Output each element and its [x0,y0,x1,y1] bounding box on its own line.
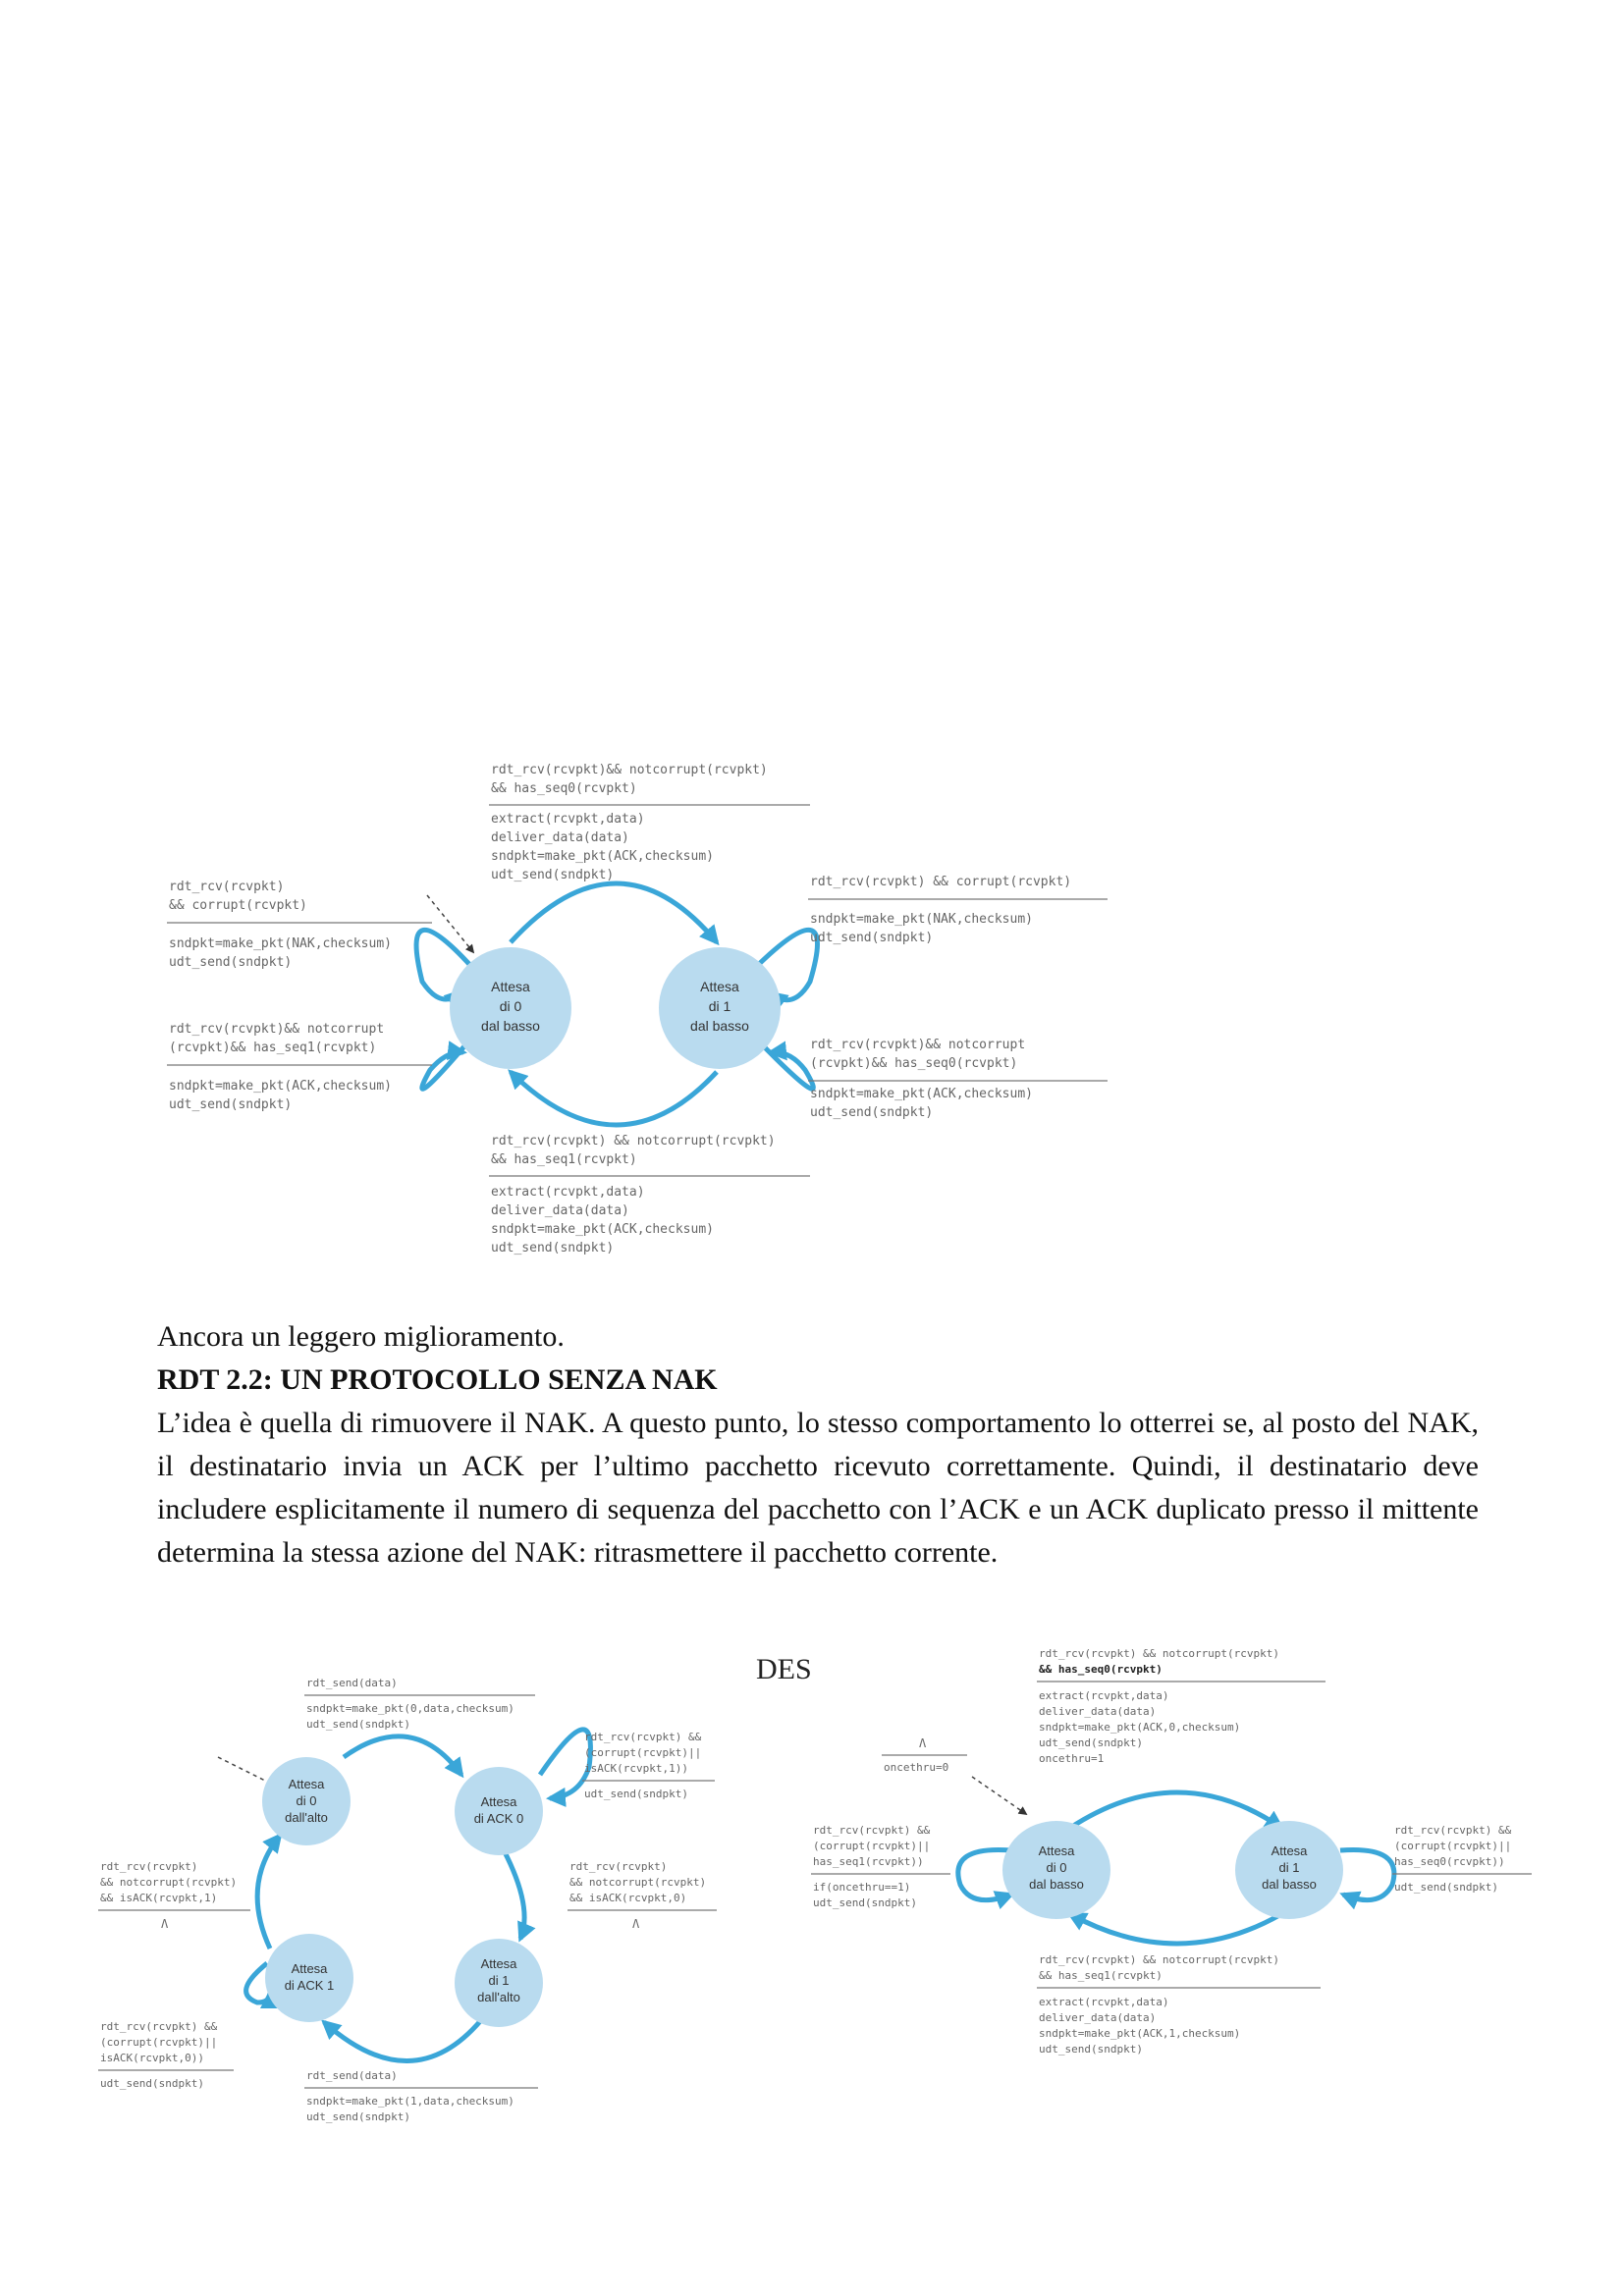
fsm-receiver-rdt21 [167,763,1108,1255]
svg-text:dall'alto: dall'alto [285,1810,328,1825]
svg-text:has_seq0(rcvpkt)): has_seq0(rcvpkt)) [1394,1855,1505,1868]
svg-text:udt_send(sndpkt): udt_send(sndpkt) [1039,2043,1143,2056]
svg-text:Attesa: Attesa [1038,1843,1075,1858]
loop-ack0 [540,1730,590,1798]
arc-r0-to-r1 [1070,1792,1281,1828]
svg-text:dal basso: dal basso [1262,1877,1317,1892]
svg-text:&& has_seq0(rcvpkt): && has_seq0(rcvpkt) [491,781,637,796]
svg-text:udt_send(sndpkt): udt_send(sndpkt) [491,868,615,882]
svg-text:dall'alto: dall'alto [477,1990,520,2004]
svg-text:(corrupt(rcvpkt)||: (corrupt(rcvpkt)|| [1394,1840,1512,1852]
svg-text:sndpkt=make_pkt(ACK,checksum): sndpkt=make_pkt(ACK,checksum) [810,1087,1033,1101]
svg-text:udt_send(sndpkt): udt_send(sndpkt) [169,1097,293,1112]
svg-text:deliver_data(data): deliver_data(data) [491,830,629,845]
state-wait-1-from-above [455,1939,543,2027]
svg-text:extract(rcvpkt,data): extract(rcvpkt,data) [1039,1996,1169,2008]
label-sender-bottom [304,2069,538,2123]
fsm-receiver-rdt22 [811,1647,1532,2056]
intro-line: Ancora un leggero miglioramento. [157,1320,565,1353]
label-receiver-bottom [1037,1953,1321,2056]
svg-text:udt_send(sndpkt): udt_send(sndpkt) [1039,1736,1143,1749]
svg-text:udt_send(sndpkt): udt_send(sndpkt) [810,931,934,945]
svg-text:rdt_rcv(rcvpkt)&& notcorrupt: rdt_rcv(rcvpkt)&& notcorrupt [810,1038,1026,1052]
svg-text:rdt_rcv(rcvpkt) &&: rdt_rcv(rcvpkt) && [813,1824,931,1837]
svg-text:extract(rcvpkt,data): extract(rcvpkt,data) [491,1185,645,1200]
svg-text:&& isACK(rcvpkt,1): && isACK(rcvpkt,1) [100,1892,218,1904]
svg-text:rdt_rcv(rcvpkt) &&: rdt_rcv(rcvpkt) && [1394,1824,1512,1837]
svg-text:oncethru=0: oncethru=0 [884,1761,949,1774]
arc-ack1-to-wait0 [257,1836,280,1949]
svg-text:rdt_rcv(rcvpkt)&& notcorrupt: rdt_rcv(rcvpkt)&& notcorrupt [169,1022,385,1037]
svg-text:&& isACK(rcvpkt,0): && isACK(rcvpkt,0) [569,1892,687,1904]
label-top-transition [489,763,810,882]
svg-text:rdt_rcv(rcvpkt) && corrupt(rcv: rdt_rcv(rcvpkt) && corrupt(rcvpkt) [810,875,1072,889]
label-right-bottom [808,1038,1108,1120]
svg-text:&& has_seq1(rcvpkt): && has_seq1(rcvpkt) [1039,1969,1163,1982]
svg-text:&& corrupt(rcvpkt): && corrupt(rcvpkt) [169,898,307,913]
label-sender-left [98,1860,250,1931]
label-bottom-transition [489,1134,810,1255]
arc-wait1-to-ack1 [324,2020,481,2061]
svg-text:deliver_data(data): deliver_data(data) [1039,1705,1157,1718]
svg-text:dal basso: dal basso [690,1018,749,1034]
svg-text:Attesa: Attesa [480,1794,517,1809]
svg-text:extract(rcvpkt,data): extract(rcvpkt,data) [1039,1689,1169,1702]
svg-text:udt_send(sndpkt): udt_send(sndpkt) [810,1105,934,1120]
arc-s0-to-s1 [511,883,717,942]
svg-text:extract(rcvpkt,data): extract(rcvpkt,data) [491,812,645,827]
label-receiver-top [1037,1647,1325,1765]
svg-text:Attesa: Attesa [1271,1843,1308,1858]
svg-text:rdt_send(data): rdt_send(data) [306,2069,398,2082]
svg-text:Attesa: Attesa [288,1777,325,1791]
svg-text:has_seq1(rcvpkt)): has_seq1(rcvpkt)) [813,1855,924,1868]
loop-r1 [1340,1849,1394,1899]
state-wait-ack-1 [265,1934,353,2022]
state-r-wait-0-from-below [1002,1821,1110,1919]
label-right-top [808,875,1108,945]
svg-text:sndpkt=make_pkt(ACK,checksum): sndpkt=make_pkt(ACK,checksum) [491,849,714,864]
label-left-bottom [167,1022,432,1112]
svg-text:Attesa: Attesa [700,979,739,994]
svg-text:sndpkt=make_pkt(ACK,1,checksum: sndpkt=make_pkt(ACK,1,checksum) [1039,2027,1241,2040]
svg-text:rdt_rcv(rcvpkt) && notcorrupt(: rdt_rcv(rcvpkt) && notcorrupt(rcvpkt) [1039,1953,1280,1966]
loop-s1-lower [758,1041,813,1089]
svg-text:Attesa: Attesa [491,979,530,994]
svg-text:(rcvpkt)&& has_seq1(rcvpkt): (rcvpkt)&& has_seq1(rcvpkt) [169,1041,377,1055]
label-sender-bottom-left-loop [98,2020,234,2090]
fsm-sender-rdt22 [98,1677,717,2123]
svg-text:sndpkt=make_pkt(ACK,checksum): sndpkt=make_pkt(ACK,checksum) [169,1079,392,1094]
svg-text:di 0: di 0 [1046,1860,1067,1875]
svg-text:dal basso: dal basso [1029,1877,1084,1892]
svg-text:(corrupt(rcvpkt)||: (corrupt(rcvpkt)|| [584,1746,702,1759]
svg-text:udt_send(sndpkt): udt_send(sndpkt) [1394,1881,1498,1894]
svg-text:udt_send(sndpkt): udt_send(sndpkt) [813,1896,917,1909]
svg-text:sndpkt=make_pkt(0,data,checksu: sndpkt=make_pkt(0,data,checksum) [306,1702,514,1715]
svg-text:di 1: di 1 [1278,1860,1300,1875]
svg-text:sndpkt=make_pkt(1,data,checksu: sndpkt=make_pkt(1,data,checksum) [306,2095,514,2108]
state-wait-ack-0 [455,1767,543,1855]
arc-s1-to-s0 [511,1072,717,1125]
initial-arrow [972,1777,1026,1814]
svg-text:sndpkt=make_pkt(NAK,checksum): sndpkt=make_pkt(NAK,checksum) [169,936,392,951]
label-receiver-right [1392,1824,1532,1894]
state-wait-0-from-below [450,947,571,1069]
svg-text:isACK(rcvpkt,1)): isACK(rcvpkt,1)) [584,1762,688,1775]
svg-text:Λ: Λ [161,1917,169,1931]
svg-text:rdt_rcv(rcvpkt): rdt_rcv(rcvpkt) [169,880,285,894]
svg-text:udt_send(sndpkt): udt_send(sndpkt) [306,1718,410,1731]
svg-text:sndpkt=make_pkt(NAK,checksum): sndpkt=make_pkt(NAK,checksum) [810,912,1033,927]
svg-text:sndpkt=make_pkt(ACK,0,checksum: sndpkt=make_pkt(ACK,0,checksum) [1039,1721,1241,1734]
svg-text:Attesa: Attesa [480,1956,517,1971]
svg-text:di ACK 0: di ACK 0 [473,1811,524,1826]
svg-text:rdt_rcv(rcvpkt): rdt_rcv(rcvpkt) [100,1860,198,1873]
svg-text:deliver_data(data): deliver_data(data) [491,1203,629,1218]
svg-text:rdt_rcv(rcvpkt) &&: rdt_rcv(rcvpkt) && [100,2020,218,2033]
svg-text:&& notcorrupt(rcvpkt): && notcorrupt(rcvpkt) [569,1876,707,1889]
svg-text:di 0: di 0 [499,998,522,1014]
state-r-wait-1-from-below [1235,1821,1343,1919]
label-left-top [167,880,432,970]
svg-text:udt_send(sndpkt): udt_send(sndpkt) [169,955,293,970]
svg-text:rdt_rcv(rcvpkt)&& notcorrupt(r: rdt_rcv(rcvpkt)&& notcorrupt(rcvpkt) [491,763,768,777]
label-sender-right [568,1860,717,1931]
label-receiver-left [811,1824,950,1909]
svg-text:di 0: di 0 [296,1793,317,1808]
svg-text:isACK(rcvpkt,0)): isACK(rcvpkt,0)) [100,2052,204,2064]
svg-text:di 1: di 1 [708,998,731,1014]
svg-text:rdt_rcv(rcvpkt) && notcorrupt(: rdt_rcv(rcvpkt) && notcorrupt(rcvpkt) [491,1134,776,1148]
svg-text:Λ: Λ [632,1917,640,1931]
svg-text:&& has_seq1(rcvpkt): && has_seq1(rcvpkt) [491,1152,637,1167]
section-heading: RDT 2.2: UN PROTOCOLLO SENZA NAK [157,1363,718,1396]
svg-text:oncethru=1: oncethru=1 [1039,1752,1105,1765]
label-receiver-init [882,1736,967,1774]
state-wait-1-from-below [659,947,781,1069]
svg-text:&& notcorrupt(rcvpkt): && notcorrupt(rcvpkt) [100,1876,238,1889]
svg-text:&& has_seq0(rcvpkt): && has_seq0(rcvpkt) [1039,1663,1163,1676]
svg-text:Λ: Λ [919,1736,927,1750]
arc-r1-to-r0 [1070,1914,1281,1944]
label-sender-top [304,1677,535,1731]
svg-text:di 1: di 1 [488,1973,510,1988]
svg-text:if(oncethru==1): if(oncethru==1) [813,1881,911,1894]
svg-text:(corrupt(rcvpkt)||: (corrupt(rcvpkt)|| [813,1840,931,1852]
label-sender-right-loop [582,1731,715,1800]
svg-text:Attesa: Attesa [291,1961,328,1976]
svg-text:udt_send(sndpkt): udt_send(sndpkt) [584,1788,688,1800]
svg-text:udt_send(sndpkt): udt_send(sndpkt) [100,2077,204,2090]
svg-text:rdt_send(data): rdt_send(data) [306,1677,398,1689]
arc-wait0-to-ack0 [344,1736,461,1775]
body-paragraph: L’idea è quella di rimuovere il NAK. A questo punto, lo stesso comportamento lo otterrei se, al posto del NAK, il destinatario invia un ACK per l’ultimo pacchetto ricevuto correttamente. Quindi, il destinatario deve includere esplicitamente il numero di sequenza del pacchetto con l’ACK e un ACK duplicato presso il mittente determina la stessa azione del NAK: ritrasmettere il pacchetto corrente. [157,1407,1479,1569]
body-text [157,1315,1479,1575]
svg-text:(corrupt(rcvpkt)||: (corrupt(rcvpkt)|| [100,2036,218,2049]
svg-text:dal basso: dal basso [481,1018,540,1034]
clipped-text-fragment: DES [756,1653,812,1685]
svg-text:udt_send(sndpkt): udt_send(sndpkt) [306,2110,410,2123]
svg-text:rdt_rcv(rcvpkt) && notcorrupt(: rdt_rcv(rcvpkt) && notcorrupt(rcvpkt) [1039,1647,1280,1660]
state-wait-0-from-above [262,1757,351,1845]
svg-text:udt_send(sndpkt): udt_send(sndpkt) [491,1241,615,1255]
svg-text:deliver_data(data): deliver_data(data) [1039,2011,1157,2024]
svg-text:(rcvpkt)&& has_seq0(rcvpkt): (rcvpkt)&& has_seq0(rcvpkt) [810,1056,1018,1071]
svg-text:di ACK 1: di ACK 1 [284,1978,335,1993]
svg-text:sndpkt=make_pkt(ACK,checksum): sndpkt=make_pkt(ACK,checksum) [491,1222,714,1237]
svg-text:rdt_rcv(rcvpkt) &&: rdt_rcv(rcvpkt) && [584,1731,702,1743]
svg-text:rdt_rcv(rcvpkt): rdt_rcv(rcvpkt) [569,1860,668,1873]
